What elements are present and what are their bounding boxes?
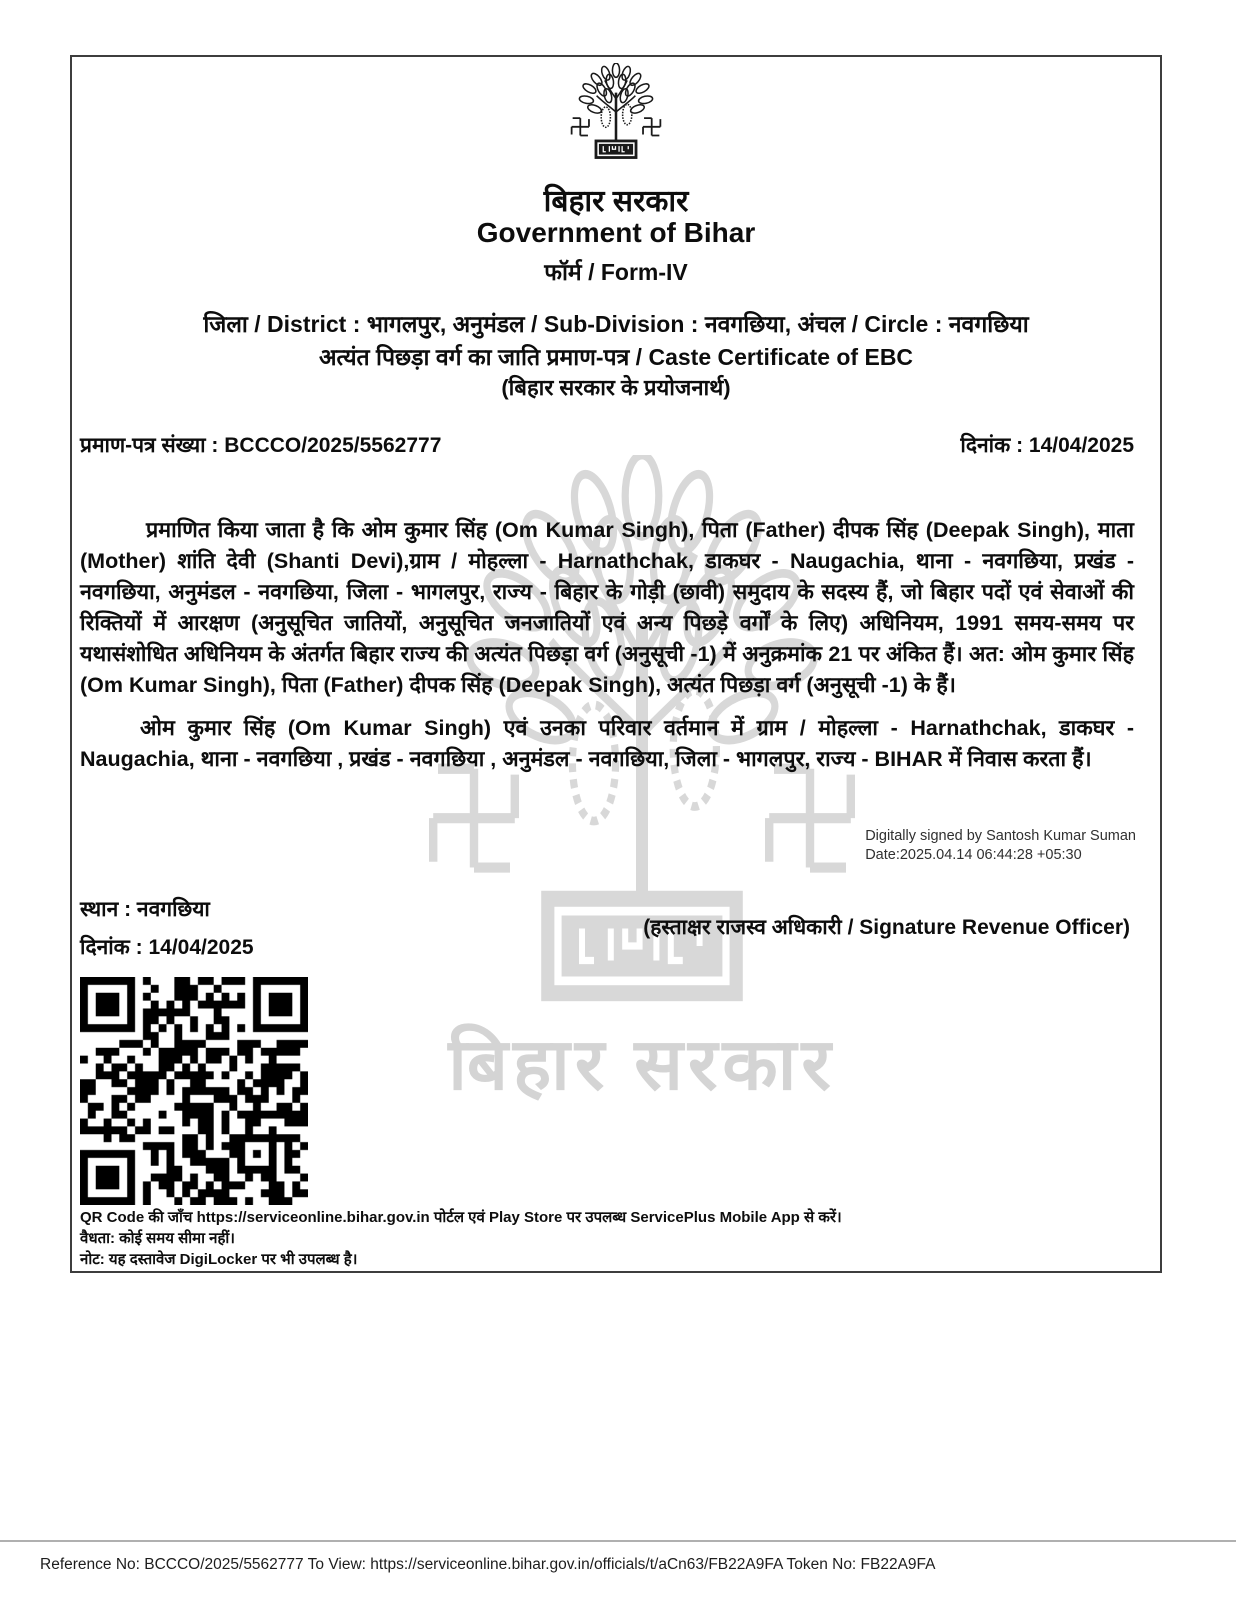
footer-divider: [0, 1540, 1236, 1542]
qr-code: [80, 977, 308, 1205]
digital-signature-note: [865, 827, 1136, 865]
form-number-line: फॉर्म / Form-IV: [544, 259, 688, 285]
certificate-paragraph-2: ओम कुमार सिंह (Om Kumar Singh) एवं उनका परिवार वर्तमान में ग्राम / मोहल्ला - Harnathchak, डाकघर - Naugachia, थाना - नवगछिया , प्रखंड - नवगछिया , अनुमंडल - नवगछिया, जिला - भागलपुर, राज्य - BIHAR में निवास करता हैं।: [80, 716, 1134, 771]
digilocker-note: नोट: यह दस्तावेज DigiLocker पर भी उपलब्ध है।: [80, 1251, 358, 1268]
issue-date: दिनांक : 14/04/2025: [960, 434, 1134, 457]
purpose-line: (बिहार सरकार के प्रयोजनार्थ): [501, 375, 731, 400]
place-line: स्थान : नवगछिया: [80, 898, 210, 921]
certificate-title: अत्यंत पिछड़ा वर्ग का जाति प्रमाण-पत्र / Caste Certificate of EBC: [318, 344, 914, 370]
qr-notes: [80, 1207, 1134, 1270]
signature-officer-line: (हस्ताक्षर राजस्व अधिकारी / Signature Revenue Officer): [643, 916, 1130, 939]
signature-date-line: दिनांक : 14/04/2025: [80, 936, 254, 959]
title-hindi: बिहार सरकार: [543, 185, 689, 218]
certificate-paragraph-1: प्रमाणित किया जाता है कि ओम कुमार सिंह (Om Kumar Singh), पिता (Father) दीपक सिंह (Deepak Singh), माता (Mother) शांति देवी (Shanti Devi),ग्राम / मोहल्ला - Harnathchak, डाकघर - Naugachia, थाना - नवगछिया, प्रखंड - नवगछिया, अनुमंडल - नवगछिया, जिला - भागलपुर, राज्य - बिहार के गोड़ी (छावी) समुदाय के सदस्य हैं, जो बिहार पदों एवं सेवाओं की रिक्तियों में आरक्षण (अनुसूचित जातियों, अनुसूचित जनजातियों एवं अन्य पिछड़े वर्गों के लिए) अधिनियम, 1991 समय-समय पर यथासंशोधित अधिनियम के अंतर्गत बिहार राज्य की अत्यंत पिछड़ा वर्ग (अनुसूची -1) में अनुक्रमांक 21 पर अंकित हैं। अत: ओम कुमार सिंह (Om Kumar Singh), पिता (Father) दीपक सिंह (Deepak Singh), अत्यंत पिछड़ा वर्ग (अनुसूची -1) के हैं।: [80, 518, 1134, 697]
qr-verification-note: QR Code की जाँच https://serviceonline.bihar.gov.in पोर्टल एवं Play Store पर उपलब्ध ServicePlus Mobile App से करें।: [80, 1209, 842, 1226]
certificate-meta-row: [80, 431, 1134, 459]
certificate-border: [70, 55, 1162, 1273]
district-subdivision-circle-line: जिला / District : भागलपुर, अनुमंडल / Sub-Division : नवगछिया, अंचल / Circle : नवगछिया: [203, 311, 1029, 337]
title-english: Government of Bihar: [476, 217, 756, 248]
digital-signature-line2: Date:2025.04.14 06:44:28 +05:30: [865, 847, 1082, 863]
validity-note: वैधता: कोई समय सीमा नहीं।: [80, 1230, 235, 1247]
digital-signature-line1: Digitally signed by Santosh Kumar Suman: [865, 828, 1136, 844]
bihar-government-emblem-icon: [565, 63, 667, 160]
watermark-text: बिहार सरकार: [448, 1025, 836, 1105]
certificate-number: प्रमाण-पत्र संख्या : BCCCO/2025/5562777: [80, 434, 442, 457]
reference-line: Reference No: BCCCO/2025/5562777 To View: https://serviceonline.bihar.gov.in/officials/t/aCn63/FB22A9FA Token No: FB22A9FA: [40, 1556, 936, 1573]
